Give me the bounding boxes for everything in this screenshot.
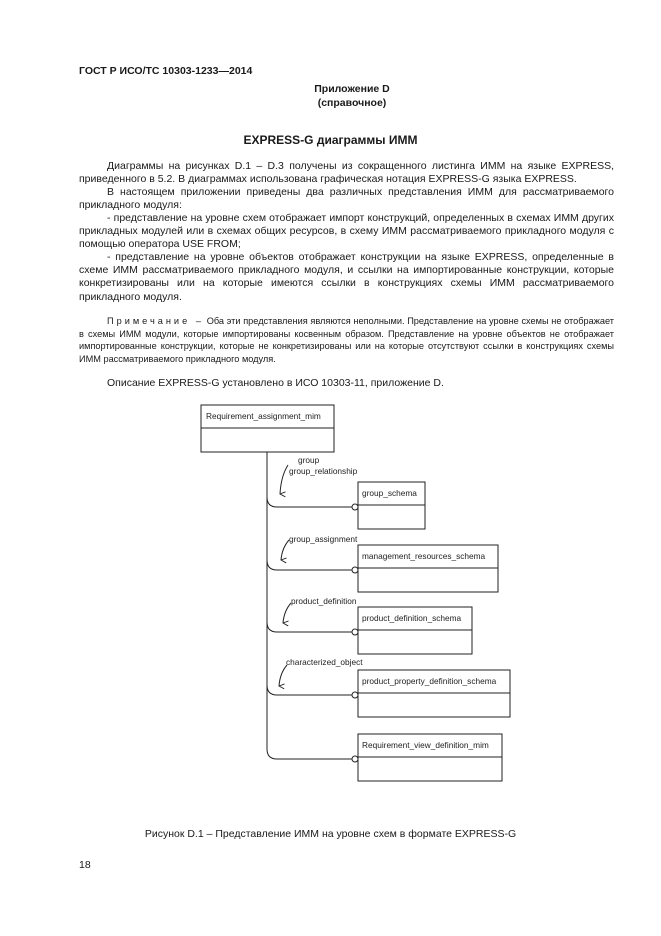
ref-label-group-relationship: group_relationship (289, 466, 358, 476)
paragraph-1: Диаграммы на рисунках D.1 – D.3 получены из сокращенного листинга ИММ на языке EXPRESS, приведенного в 5.2. В диаграммах использована графическая нотация EXPRESS-G языка EXPRESS. (79, 160, 614, 186)
document-header: ГОСТ Р ИСО/ТС 10303-1233—2014 (79, 65, 253, 77)
appendix-type: (справочное) (317, 97, 387, 109)
appendix-title: Приложение D (314, 83, 390, 95)
arrow-group-assignment (281, 540, 289, 560)
schema-label-product-definition: product_definition_schema (362, 613, 462, 623)
paragraph-4: - представление на уровне объектов отображает конструкции на языке EXPRESS, определенные в схеме ИММ рассматриваемого прикладного модуля, и ссылки на импортированные конструкции, которые конкретизированы или на которые имеются ссылки в конструкциях схемы ИММ рассматриваемого прикладного модуля. (79, 251, 614, 303)
schema-label-management-resources: management_resources_schema (362, 551, 486, 561)
link-group-schema (267, 497, 358, 510)
note-label: Примечание – (107, 316, 204, 326)
arrow-group (280, 465, 288, 494)
arrow-product-definition (283, 603, 291, 623)
schema-label-group: group_schema (362, 488, 417, 498)
ref-label-characterized-object: characterized_object (286, 657, 363, 667)
page-number: 18 (79, 859, 91, 871)
express-g-reference: Описание EXPRESS-G установлено в ИСО 10303-11, приложение D. (107, 377, 444, 389)
figure-caption: Рисунок D.1 – Представление ИММ на уровне схем в формате EXPRESS-G (144, 828, 517, 840)
link-product-property-definition-schema (267, 685, 358, 698)
section-title: EXPRESS-G диаграммы ИММ (243, 133, 418, 147)
link-requirement-view-definition (267, 749, 358, 762)
ref-label-product-definition: product_definition (291, 596, 357, 606)
paragraph-3: - представление на уровне схем отображает импорт конструкций, определенных в схемах ИММ других прикладных модулей или в схемах общих ресурсов, в схему ИММ рассматриваемого прикладного модуля с помощью оператора USE FROM; (79, 212, 614, 251)
link-management-resources-schema (267, 560, 358, 573)
note-text: Оба эти представления являются неполными. Представление на уровне схемы не отображает в схемы ИММ модули, которые импортированы косвенным образом. Представление на уровне объектов не отображает импортированные конструкции, которые не конкретизированы или на которые отсутствуют ссылки в конструкциях схемы ИММ рассматриваемого прикладного модуля. (79, 316, 615, 364)
schema-label-product-property-definition: product_property_definition_schema (362, 676, 497, 686)
arrow-characterized-object (279, 665, 287, 686)
main-schema-label: Requirement_assignment_mim (206, 411, 321, 421)
link-product-definition-schema (267, 622, 358, 635)
paragraph-2: В настоящем приложении приведены два различных представления ИММ для рассматриваемого прикладного модуля: (79, 186, 614, 212)
ref-label-group-assignment: group_assignment (289, 534, 358, 544)
schema-label-requirement-view-definition: Requirement_view_definition_mim (362, 740, 489, 750)
ref-label-group: group (298, 455, 320, 465)
